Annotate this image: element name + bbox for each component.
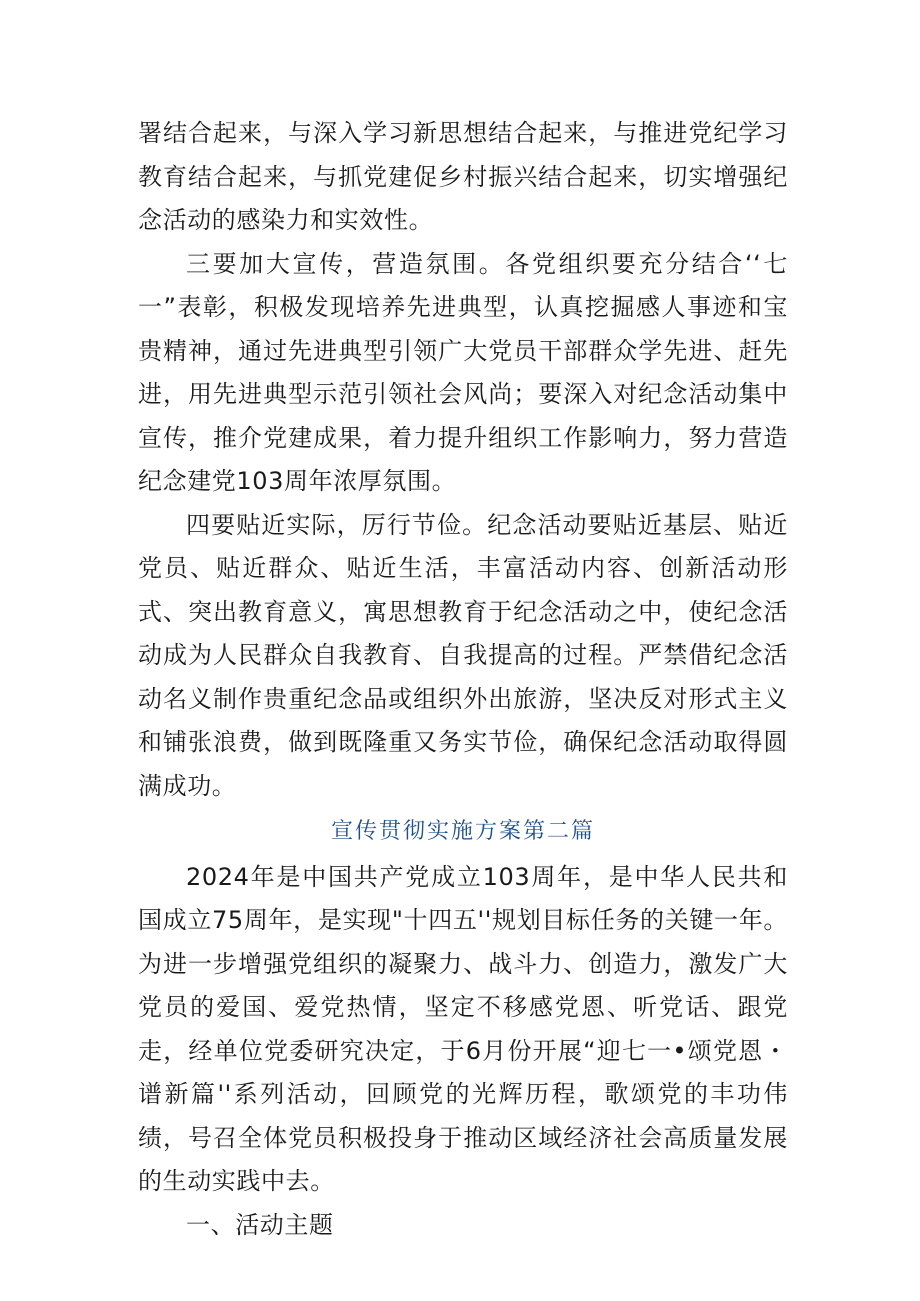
document-body [138, 112, 788, 1247]
paragraph-publicity: 三要加大宣传，营造氛围。各党组织要充分结合‘‘七一”表彰，积极发现培养先进典型，认真挖掘感人事迹和宝贵精神，通过先进典型引领广大党员干部群众学先进、赶先进，用先进典型示范引领社会风尚；要深入对纪念活动集中宣传，推介党建成果，着力提升组织工作影响力，努力营造纪念建党103周年浓厚氛围。 [138, 249, 788, 495]
paragraph-continuation: 署结合起来，与深入学习新思想结合起来，与推进党纪学习教育结合起来，与抓党建促乡村振兴结合起来，切实增强纪念活动的感染力和实效性。 [138, 119, 788, 234]
section-title: 宣传贯彻实施方案第二篇 [330, 819, 595, 844]
heading-activity-theme: 一、活动主题 [186, 1210, 334, 1239]
paragraph-practical: 四要贴近实际，厉行节俭。纪念活动要贴近基层、贴近党员、贴近群众、贴近生活，丰富活动内容、创新活动形式、突出教育意义，寓思想教育于纪念活动之中，使纪念活动成为人民群众自我教育、自我提高的过程。严禁借纪念活动名义制作贵重纪念品或组织外出旅游，坚决反对形式主义和铺张浪费，做到既隆重又务实节俭，确保纪念活动取得圆满成功。 [138, 510, 788, 800]
paragraph-intro: 2024年是中国共产党成立103周年，是中华人民共和国成立75周年，是实现"十四五''规划目标任务的关键一年。为进一步增强党组织的凝聚力、战斗力、创造力，激发广大党员的爱国、爱党热情，坚定不移感党恩、听党话、跟党走，经单位党委研究决定，于6月份开展“迎七一•颂党恩・谱新篇''系列活动，回顾党的光辉历程，歌颂党的丰功伟绩，号召全体党员积极投身于推动区域经济社会高质量发展的生动实践中去。 [138, 862, 788, 1195]
